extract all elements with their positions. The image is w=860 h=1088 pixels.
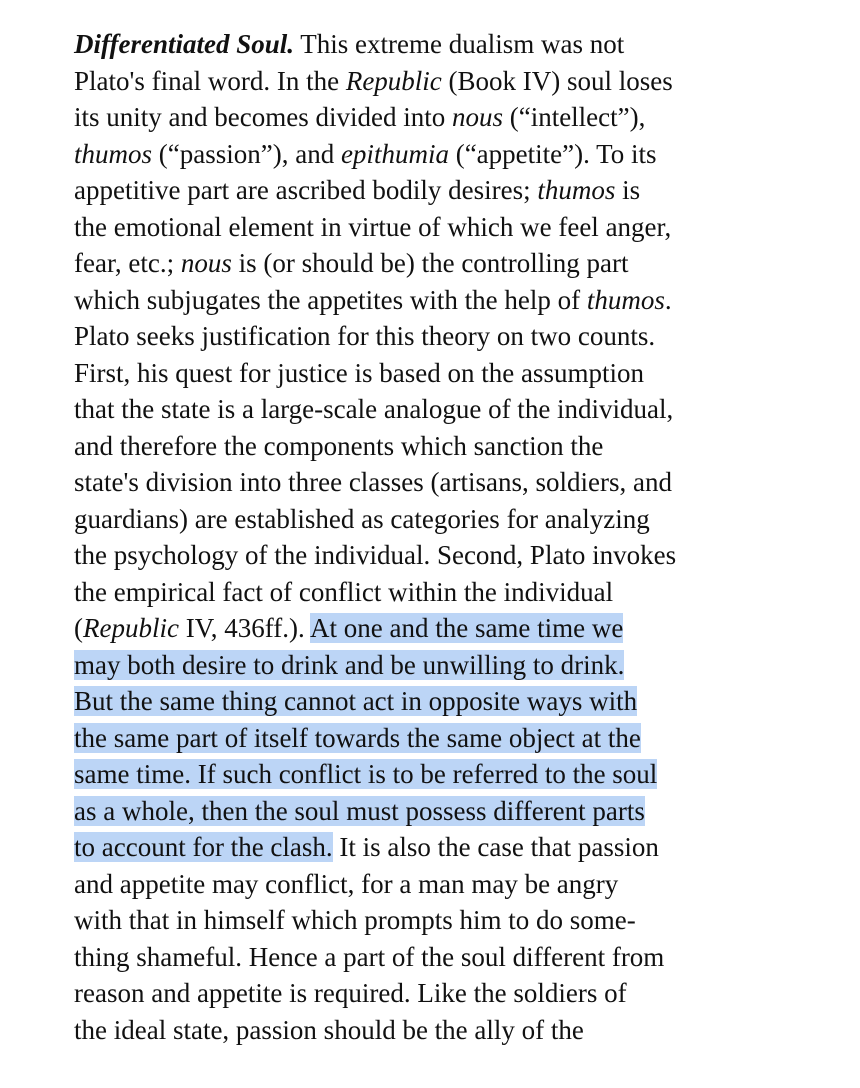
- text-run: with that in himself which prompts him to do some-: [74, 905, 636, 935]
- text-line: [74, 26, 814, 63]
- text-line: [74, 975, 814, 1012]
- text-run: guardians) are established as categories for analyzing: [74, 503, 650, 534]
- text-run: (“passion”), and: [152, 138, 341, 169]
- text-line: [74, 136, 814, 173]
- text-run: IV, 436ff.).: [178, 613, 310, 643]
- selected-text[interactable]: as a whole, then the soul must possess different parts: [74, 795, 645, 826]
- text-line: [74, 939, 814, 976]
- selected-text[interactable]: to account for the clash.: [74, 832, 333, 862]
- italic-term: epithumia: [340, 138, 449, 169]
- text-line: [74, 501, 814, 538]
- text-run: reason and appetite is required. Like the soldiers of: [74, 978, 627, 1008]
- text-line: [74, 428, 814, 465]
- italic-term: thumos: [74, 138, 153, 169]
- italic-term: thumos: [537, 175, 616, 205]
- text-run: First, his quest for justice is based on the assumption: [74, 357, 644, 388]
- text-run: and appetite may conflict, for a man may be angry: [74, 868, 619, 899]
- text-run: (: [74, 613, 83, 643]
- italic-term: Republic: [345, 65, 442, 96]
- text-line: [74, 866, 814, 903]
- text-line: [74, 756, 814, 793]
- text-line: [74, 209, 814, 246]
- text-line: [74, 99, 814, 136]
- italic-term: nous: [451, 102, 503, 132]
- text-run: It is also the case that passion: [332, 832, 659, 862]
- text-run: Plato's final word. In the: [74, 65, 346, 96]
- document-page: [74, 26, 814, 1048]
- text-run: the emotional element in virtue of which we feel anger,: [74, 211, 672, 242]
- text-run: and therefore the components which sanction the: [74, 430, 604, 461]
- text-line: [74, 318, 814, 355]
- text-run: (Book IV) soul loses: [441, 65, 673, 96]
- text-run: that the state is a large-scale analogue of the individual,: [74, 394, 674, 424]
- italic-term: thumos: [586, 284, 665, 315]
- text-run: the ideal state, passion should be the ally of the: [74, 1014, 584, 1045]
- italic-term: nous: [180, 248, 232, 278]
- selected-text[interactable]: At one and the same time we: [309, 613, 624, 643]
- text-line: [74, 1012, 814, 1049]
- text-line: [74, 464, 814, 501]
- text-line: [74, 647, 814, 684]
- text-line: [74, 720, 814, 757]
- text-line: [74, 610, 814, 647]
- paragraph-body[interactable]: [74, 26, 814, 1048]
- selected-text[interactable]: But the same thing cannot act in opposite ways with: [74, 686, 638, 716]
- italic-term: Republic: [83, 613, 179, 643]
- text-line: [74, 537, 814, 574]
- text-run: Plato seeks justification for this theory on two counts.: [74, 321, 656, 351]
- text-run: state's division into three classes (artisans, soldiers, and: [74, 467, 672, 497]
- text-run: appetitive part are ascribed bodily desires;: [74, 175, 538, 205]
- section-heading: Differentiated Soul.: [74, 29, 295, 59]
- text-line: [74, 574, 814, 611]
- text-run: is: [615, 175, 641, 205]
- text-run: (“intellect”),: [502, 102, 646, 132]
- text-run: This extreme dualism was not: [294, 29, 625, 59]
- text-run: fear, etc.;: [74, 248, 181, 278]
- text-line: [74, 245, 814, 282]
- text-line: [74, 829, 814, 866]
- text-line: [74, 63, 814, 100]
- text-run: the empirical fact of conflict within the individual: [74, 576, 614, 607]
- text-run: which subjugates the appetites with the help of: [74, 284, 587, 315]
- text-run: its unity and becomes divided into: [74, 102, 452, 132]
- text-run: .: [664, 284, 672, 315]
- text-line: [74, 282, 814, 319]
- text-run: thing shameful. Hence a part of the soul different from: [74, 941, 665, 972]
- selected-text[interactable]: same time. If such conflict is to be referred to the soul: [74, 759, 658, 789]
- selected-text[interactable]: may both desire to drink and be unwilling to drink.: [74, 649, 625, 680]
- text-run: the psychology of the individual. Second, Plato invokes: [74, 540, 677, 570]
- text-line: [74, 391, 814, 428]
- selected-text[interactable]: the same part of itself towards the same object at the: [74, 722, 641, 753]
- text-run: is (or should be) the controlling part: [231, 248, 629, 278]
- text-line: [74, 355, 814, 392]
- text-line: [74, 902, 814, 939]
- text-line: [74, 172, 814, 209]
- text-line: [74, 683, 814, 720]
- text-run: (“appetite”). To its: [448, 138, 657, 169]
- text-line: [74, 793, 814, 830]
